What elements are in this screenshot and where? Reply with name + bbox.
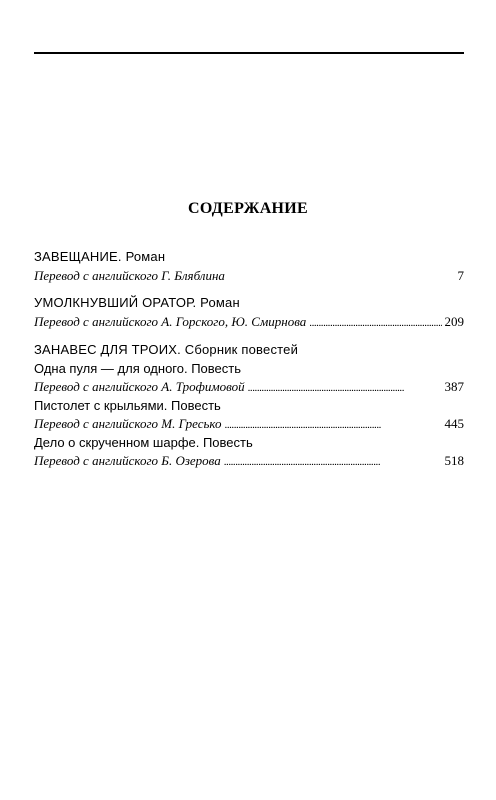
toc-work-3 [34,340,464,471]
translator-credit: Перевод с английского М. Гресько [34,416,222,431]
page-number: 7 [457,268,464,283]
dot-leader [225,415,442,434]
dot-leader [248,378,442,397]
work-title: ЗАВЕЩАНИЕ. [34,249,122,264]
toc-work-1 [34,247,464,285]
dot-leader [224,452,442,471]
work-heading [34,340,464,360]
toc-entry-line[interactable] [34,452,464,471]
story-title: Дело о скрученном шарфе. Повесть [34,435,253,450]
translator-credit: Перевод с английского А. Горского, Ю. Смирнова [34,314,307,329]
page-title: СОДЕРЖАНИЕ [187,200,309,217]
page-number: 387 [444,379,464,394]
work-title: ЗАНАВЕС ДЛЯ ТРОИХ. [34,342,181,357]
top-rule [34,52,464,54]
translator-credit: Перевод с английского Г. Бляблина [34,268,225,283]
toc-entry-line[interactable] [34,378,464,397]
toc-story-1 [34,360,464,397]
dot-leader [309,313,441,332]
story-title: Пистолет с крыльями. Повесть [34,398,221,413]
toc-story-3 [34,434,464,471]
table-of-contents [34,247,464,475]
work-heading [34,247,464,267]
work-title: УМОЛКНУВШИЙ ОРАТОР. [34,295,197,310]
story-title: Одна пуля — для одного. Повесть [34,361,241,376]
work-genre: Сборник повестей [184,342,299,357]
page-number: 209 [444,314,464,329]
toc-entry-line[interactable] [34,267,464,285]
toc-entry-line[interactable] [34,415,464,434]
work-genre: Роман [125,249,166,264]
translator-credit: Перевод с английского Б. Озерова [34,453,221,468]
toc-entry-line[interactable] [34,313,464,332]
page-number: 518 [444,453,464,468]
translator-credit: Перевод с английского А. Трофимовой [34,379,245,394]
work-genre: Роман [200,295,240,310]
work-heading [34,293,464,313]
page-number: 445 [444,416,464,431]
toc-story-2 [34,397,464,434]
toc-work-2 [34,293,464,332]
